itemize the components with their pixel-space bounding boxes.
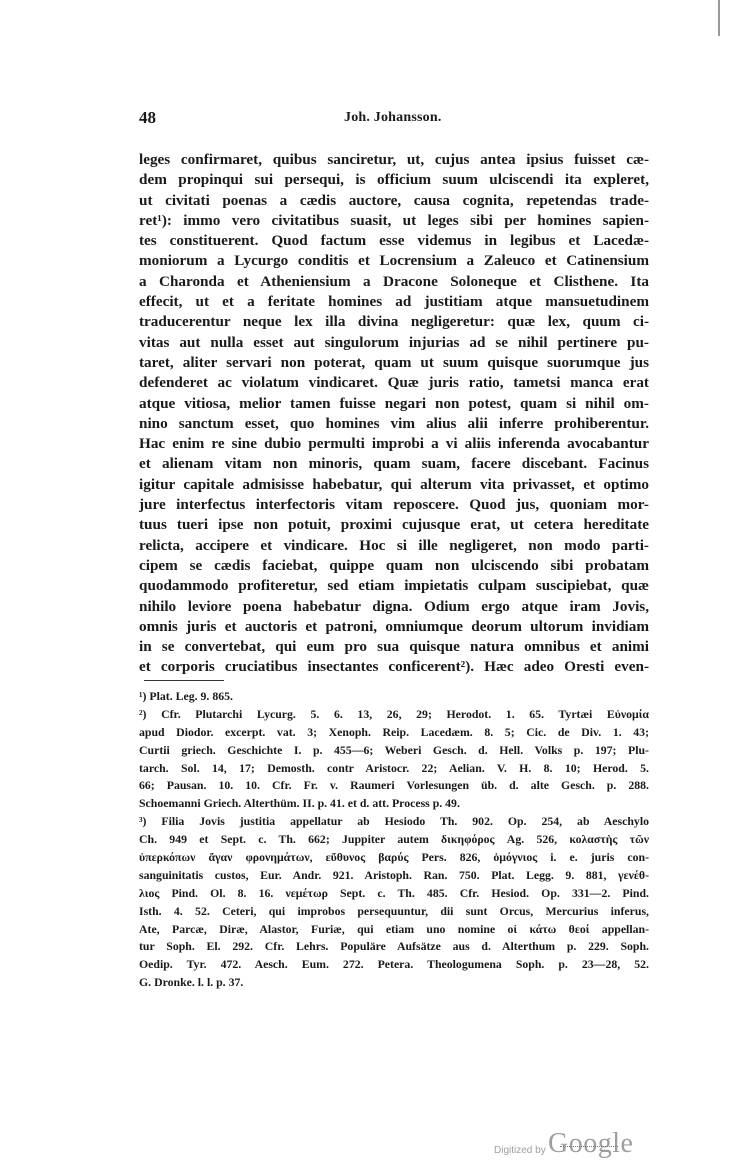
body-line: omnis juris et auctoris et patroni, omniumque deorum ultorum invidiam	[139, 617, 649, 635]
body-line: dem propinqui sui persequi, is officium suum ulciscendi ita expleret,	[139, 171, 649, 189]
footnote-separator	[144, 680, 224, 681]
body-line: atque vitiosa, melior tamen fuisse negari non potest, quam si nihil om-	[139, 394, 649, 412]
footnote-line: Oedip. Tyr. 472. Aesch. Eum. 272. Petera. Theologumena Soph. p. 23—28, 52.	[139, 957, 649, 972]
body-line: jure interfectus interfectoris vitam reposcere. Quod jus, quoniam mor-	[139, 496, 649, 514]
body-line: et corporis cruciatibus insectantes conficerent²). Hæc adeo Oresti even-	[139, 658, 649, 676]
footnote-line: λιος Pind. Ol. 8. 16. νεμέτωρ Sept. c. Th. 485. Cfr. Hesiod. Op. 331—2. Pind.	[139, 885, 649, 900]
scan-smudge	[560, 1146, 618, 1150]
body-line: et alienam vitam non minoris, quam suam, facere discebant. Facinus	[139, 455, 649, 473]
body-line: ut civitati poenas a cædis auctore, causa cognita, repetendas trade-	[139, 191, 649, 209]
body-line: defenderet ac violatum vindicaret. Quæ juris ratio, tametsi manca erat	[139, 374, 649, 392]
body-line: quodammodo profiteretur, sed etiam impietatis culpam suscipiebat, quæ	[139, 577, 649, 595]
footnote-line: tarch. Sol. 14, 17; Demosth. contr Aristocr. 22; Aelian. V. H. 8. 10; Herod. 5.	[139, 760, 649, 775]
body-line: effecit, ut et a feritate homines ad justitiam atque mansuetudinem	[139, 293, 649, 311]
google-watermark	[494, 1128, 644, 1162]
footnote-line: 66; Pausan. 10. 10. Cfr. Fr. v. Raumeri Vorlesungen üb. d. alte Gesch. p. 288.	[139, 778, 649, 793]
footnote-line: Ate, Parcæ, Diræ, Alastor, Furiæ, qui etiam uno nomine οἱ κάτω θεοί appellan-	[139, 921, 649, 936]
body-line: a Charonda et Atheniensium a Dracone Soloneque et Clisthene. Ita	[139, 272, 649, 290]
footnote-line: ¹) Plat. Leg. 9. 865.	[139, 689, 233, 703]
body-text	[139, 150, 649, 678]
body-line: traducerentur neque lex illa divina negligeretur: quæ lex, quum ci-	[139, 313, 649, 331]
body-line: relicta, accipere et vindicare. Hoc si ille negligeret, non modo parti-	[139, 536, 649, 554]
watermark-prefix: Digitized by	[494, 1145, 546, 1156]
footnote-line: apud Diodor. excerpt. vat. 3; Xenoph. Reip. Lacedæm. 8. 5; Cic. de Div. 1. 43;	[139, 724, 649, 739]
body-line: taret, aliter servari non poterat, quam ut suum quisque suorumque jus	[139, 353, 649, 371]
body-line: leges confirmaret, quibus sanciretur, ut, cujus antea ipsius fuisset cæ-	[139, 151, 649, 168]
body-line: vitas aut nulla esset aut singulorum injurias ad se nihil pertinere pu-	[139, 333, 649, 351]
body-line: igitur capitale admisisse habebatur, qui alterum vita privasset, et optimo	[139, 475, 649, 493]
page-header	[139, 108, 649, 130]
footnote-line: ὑπερκόπων ἄγαν φρονημάτων, εὔθυνος βαρύς Pers. 826, ὁμόγνιος i. e. juris con-	[139, 850, 649, 865]
footnote-line: ²) Cfr. Plutarchi Lycurg. 5. 6. 13, 26, 29; Herodot. 1. 65. Tyrtæi Εὐνομία	[139, 706, 649, 721]
body-line: cipem se cædis faciebat, quippe quam non ulciscendo sibi probatam	[139, 556, 649, 574]
page-number: 48	[139, 108, 156, 127]
body-line: nihilo leviore poena habebatur digna. Odium ergo atque iram Jovis,	[139, 597, 649, 615]
footnote-line: ³) Filia Jovis justitia appellatur ab Hesiodo Th. 902. Op. 254, ab Aeschylo	[139, 814, 649, 829]
footnote-line: Ch. 949 et Sept. c. Th. 662; Juppiter autem δικηφόρος Ag. 526, κολαστὴς τῶν	[139, 832, 649, 847]
body-line: ret¹): immo vero civitatibus suasit, ut leges sibi per homines sapien-	[139, 211, 649, 229]
body-line: in se convertebat, qui eum pro sua quisque natura omnibus et animi	[139, 638, 649, 656]
footnote-line: sanguinitatis custos, Eur. Andr. 921. Aristoph. Ran. 750. Plat. Legg. 9. 881, γενέθ-	[139, 867, 649, 882]
footnotes	[139, 688, 649, 992]
running-head: Joh. Johansson.	[344, 110, 442, 125]
footnote-line: Curtii griech. Geschichte I. p. 455—6; Weberi Gesch. d. Hell. Volks p. 197; Plu-	[139, 742, 649, 757]
body-line: tuus tueri ipse non potuit, proximi cujusque erat, ut cetera hereditate	[139, 516, 649, 534]
body-line: Hac enim re sine dubio permulti improbi a vi aliis inferenda avocabantur	[139, 435, 649, 453]
body-line: nino sanctum esset, quo homines vim alius alii inferre prohiberentur.	[139, 414, 649, 432]
footnote-line: Isth. 4. 52. Ceteri, qui improbos persequuntur, dii sunt Orcus, Mercurius inferus,	[139, 903, 649, 918]
footnote-line: Schoemanni Griech. Alterthüm. II. p. 41. et d. att. Process p. 49.	[139, 796, 460, 811]
page-edge-mark	[718, 0, 720, 36]
footnote-line: G. Dronke. l. l. p. 37.	[139, 975, 244, 990]
body-line: moniorum a Lycurgo conditis et Locrensium a Zaleuco et Catinensium	[139, 252, 649, 270]
google-logo: Google	[548, 1128, 634, 1159]
footnote-line: tur Soph. El. 292. Cfr. Lehrs. Populäre Aufsätze aus d. Alterthum p. 229. Soph.	[139, 939, 649, 954]
body-line: tes constituerent. Quod factum esse videmus in legibus et Lacedæ-	[139, 232, 649, 250]
